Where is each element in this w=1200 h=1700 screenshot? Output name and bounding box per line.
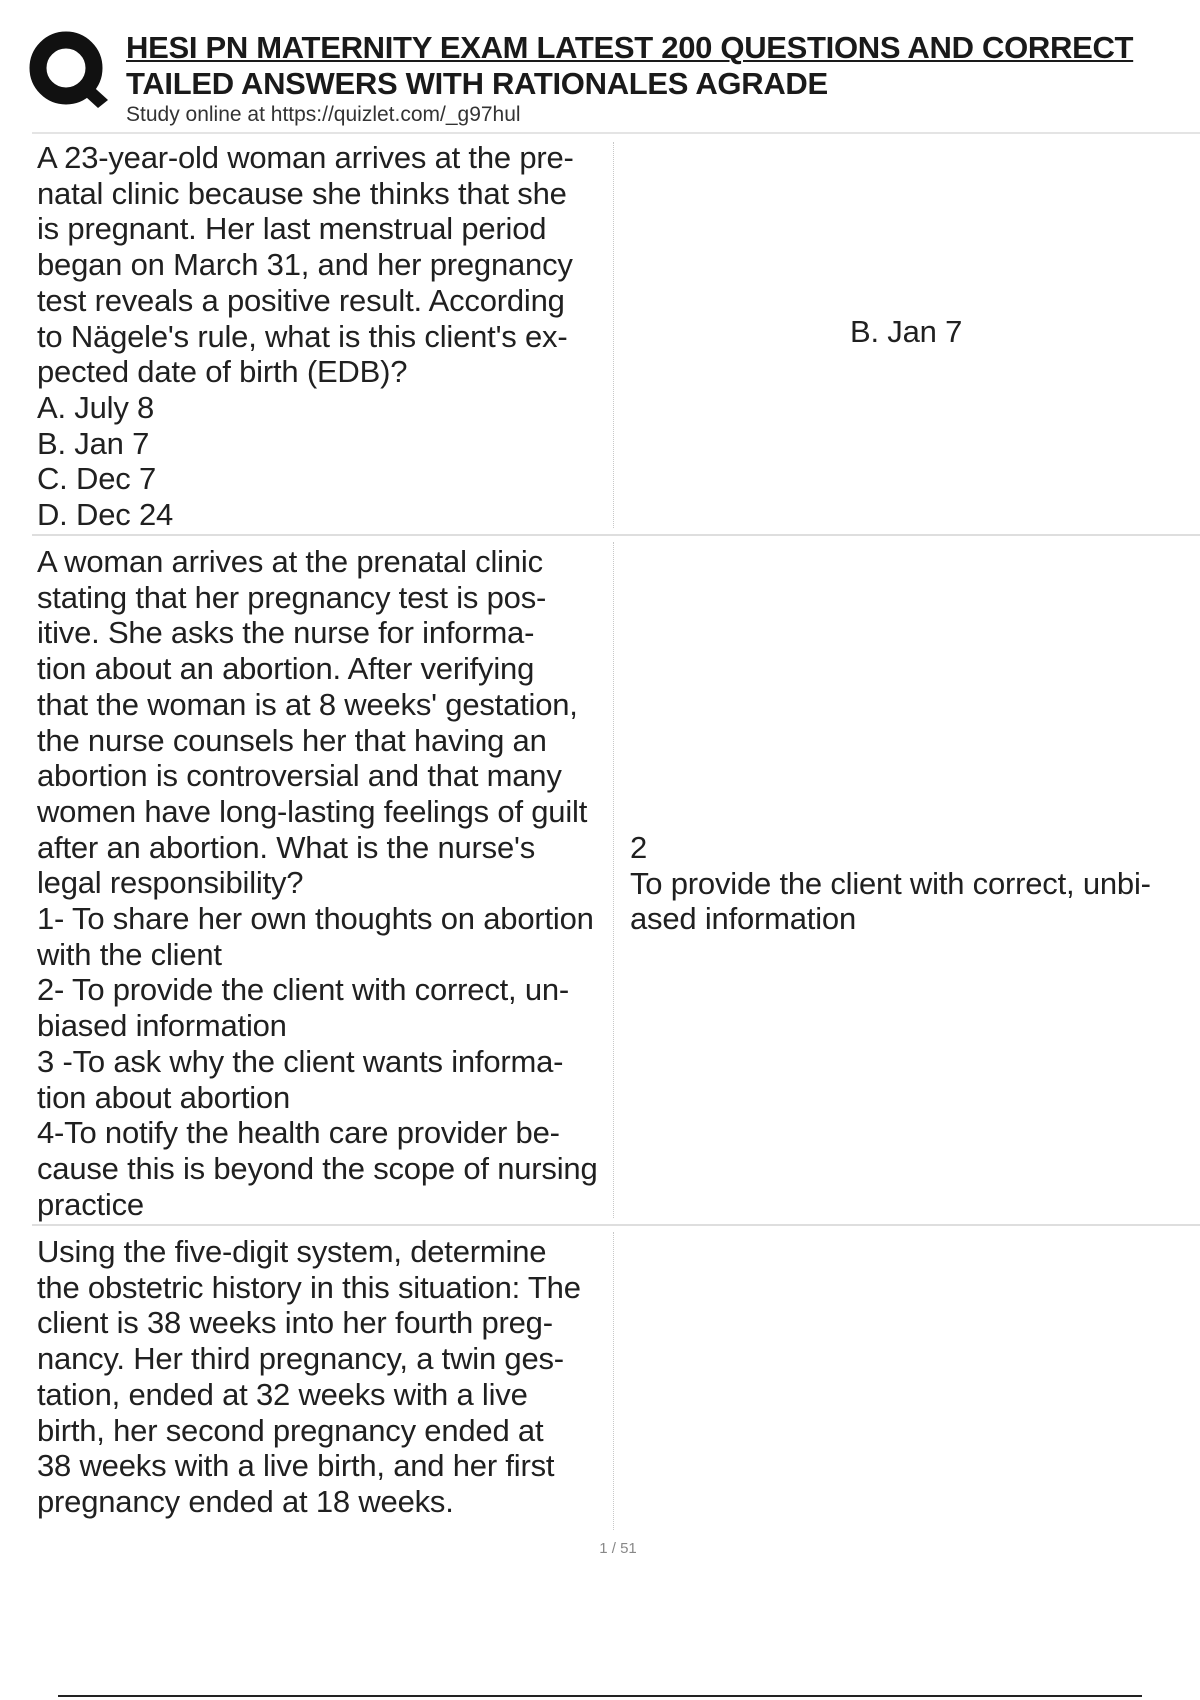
flashcard-question: A woman arrives at the prenatal clinic stating that her pregnancy test is pos- itive. She asks the nurse for informa- tion about an abortion. After verifying that the woman is at 8 weeks' gestation, the nurse counsels her that having an abortion is controversial and that many women have long-lasting feelings of guilt after an abortion. What is the nurse's legal responsibility? 1- To share her own thoughts on abortion with the client 2- To provide the client with correct, un- biased information 3 -To ask why the client wants informa- tion about abortion 4-To notify the health care provider be- cause this is beyond the scope of nursing practice [37, 544, 598, 1222]
document-title-line-1: HESI PN MATERNITY EXAM LATEST 200 QUESTIONS AND CORRECT [126, 30, 1134, 65]
document-title-line-2: TAILED ANSWERS WITH RATIONALES AGRADE [126, 66, 828, 101]
page-number: 1 / 51 [599, 1540, 637, 1557]
flashcard-row [32, 1226, 1200, 1536]
column-divider [613, 1232, 614, 1530]
quizlet-q-logo-icon [28, 30, 108, 112]
header-divider [32, 132, 1200, 134]
study-online-link[interactable]: Study online at https://quizlet.com/_g97hul [126, 103, 521, 126]
flashcard-row [32, 536, 1200, 1226]
flashcard-answer: B. Jan 7 [850, 314, 963, 349]
flashcard-row [32, 136, 1200, 536]
flashcard-question: A 23-year-old woman arrives at the pre- natal clinic because she thinks that she is pregnant. Her last menstrual period began on March 31, and her pregnancy test reveals a positive result. According to Nägele's rule, what is this client's ex- pected date of birth (EDB)? A. July 8 B. Jan 7 C. Dec 7 D. Dec 24 [37, 140, 574, 533]
footer-rule [58, 1695, 1142, 1697]
column-divider [613, 542, 614, 1218]
flashcard-question: Using the five-digit system, determine the obstetric history in this situation: The client is 38 weeks into her fourth preg- nancy. Her third pregnancy, a twin ges- tation, ended at 32 weeks with a live birth, her second pregnancy ended at 38 weeks with a live birth, and her first pregnancy ended at 18 weeks. [37, 1234, 581, 1519]
flashcard-answer: 2 To provide the client with correct, unbi- ased information [630, 830, 1151, 937]
document-title [126, 30, 1200, 102]
column-divider [613, 142, 614, 528]
